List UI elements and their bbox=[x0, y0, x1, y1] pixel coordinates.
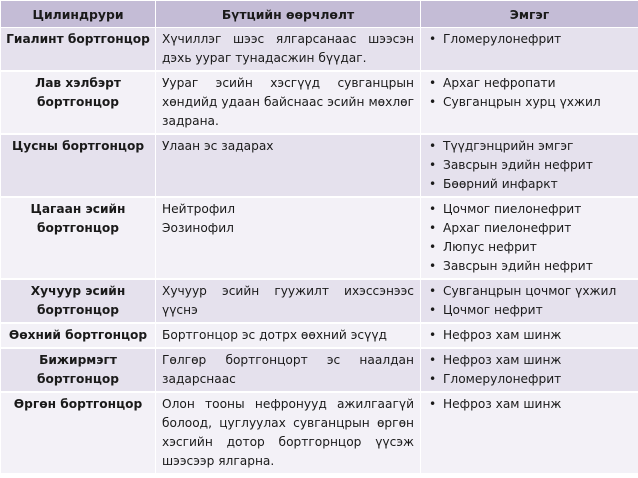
disease-item: • Нефроз хам шинж bbox=[427, 395, 632, 414]
disease-cell bbox=[421, 279, 638, 323]
change-cell: Хучуур эсийн гуужилт ихэссэнээс үүснэ bbox=[156, 279, 421, 323]
table-header-row bbox=[1, 1, 638, 28]
header-structural-change: Бүтцийн өөрчлөлт bbox=[156, 1, 421, 28]
cylinder-cell: Өргөн бортгонцор bbox=[1, 392, 156, 474]
header-cylinder: Цилиндрури bbox=[1, 1, 156, 28]
disease-cell bbox=[421, 392, 638, 474]
cylinder-cell: Гиалинт бортгонцор bbox=[1, 28, 156, 72]
table-row bbox=[1, 197, 638, 279]
table-row bbox=[1, 348, 638, 392]
disease-item: • Архаг нефропати bbox=[427, 74, 632, 93]
disease-item: • Түүдгэнцрийн эмгэг bbox=[427, 137, 632, 156]
table-row bbox=[1, 323, 638, 348]
disease-cell bbox=[421, 323, 638, 348]
disease-list bbox=[427, 395, 632, 414]
disease-list bbox=[427, 74, 632, 112]
disease-item: • Гломерулонефрит bbox=[427, 30, 632, 49]
cylinder-cell: Бижирмэгт бортгонцор bbox=[1, 348, 156, 392]
change-cell: Нейтрофил Эозинофил bbox=[156, 197, 421, 279]
disease-list bbox=[427, 282, 632, 320]
cylinder-cell: Лав хэлбэрт бортгонцор bbox=[1, 71, 156, 134]
change-cell: Улаан эс задарах bbox=[156, 134, 421, 197]
disease-cell bbox=[421, 348, 638, 392]
disease-item: • Архаг пиелонефрит bbox=[427, 219, 632, 238]
disease-item: • Цочмог пиелонефрит bbox=[427, 200, 632, 219]
disease-item: • Завсрын эдийн нефрит bbox=[427, 257, 632, 276]
table-row bbox=[1, 134, 638, 197]
change-cell: Уураг эсийн хэсгүүд сувганцрын хөндийд удаан байснаас эсийн мөхлөг задрана. bbox=[156, 71, 421, 134]
disease-list bbox=[427, 351, 632, 389]
cylinder-cell: Цагаан эсийн бортгонцор bbox=[1, 197, 156, 279]
disease-item: • Сувганцрын хурц үхжил bbox=[427, 93, 632, 112]
cylinder-cell: Өөхний бортгонцор bbox=[1, 323, 156, 348]
change-cell: Бортгонцор эс дотрх өөхний эсүүд bbox=[156, 323, 421, 348]
disease-list bbox=[427, 137, 632, 194]
change-cell: Олон тооны нефронууд ажилгаагүй болоод, цуглуулах сувганцрын өргөн хэсгийн дотор бортгорнцор үүсэж шээсээр ялгарна. bbox=[156, 392, 421, 474]
disease-cell bbox=[421, 28, 638, 72]
table-row bbox=[1, 392, 638, 474]
disease-item: • Цочмог нефрит bbox=[427, 301, 632, 320]
change-cell: Гөлгөр бортгонцорт эс наалдан задарснаас bbox=[156, 348, 421, 392]
disease-cell bbox=[421, 71, 638, 134]
disease-item: • Люпус нефрит bbox=[427, 238, 632, 257]
change-cell: Хүчиллэг шээс ялгарсанаас шээсэн дэхь уураг тунадасжин бүүдаг. bbox=[156, 28, 421, 72]
disease-item: • Сувганцрын цочмог үхжил bbox=[427, 282, 632, 301]
disease-cell bbox=[421, 197, 638, 279]
cylinder-cell: Цусны бортгонцор bbox=[1, 134, 156, 197]
disease-list bbox=[427, 200, 632, 276]
disease-list bbox=[427, 326, 632, 345]
cylinder-cell: Хучуур эсийн бортгонцор bbox=[1, 279, 156, 323]
disease-item: • Бөөрний инфаркт bbox=[427, 175, 632, 194]
table-row bbox=[1, 279, 638, 323]
disease-item: • Завсрын эдийн нефрит bbox=[427, 156, 632, 175]
header-disease: Эмгэг bbox=[421, 1, 638, 28]
disease-cell bbox=[421, 134, 638, 197]
table-row bbox=[1, 28, 638, 72]
disease-item: • Нефроз хам шинж bbox=[427, 326, 632, 345]
disease-item: • Гломерулонефрит bbox=[427, 370, 632, 389]
table-row bbox=[1, 71, 638, 134]
disease-item: • Нефроз хам шинж bbox=[427, 351, 632, 370]
disease-list bbox=[427, 30, 632, 49]
